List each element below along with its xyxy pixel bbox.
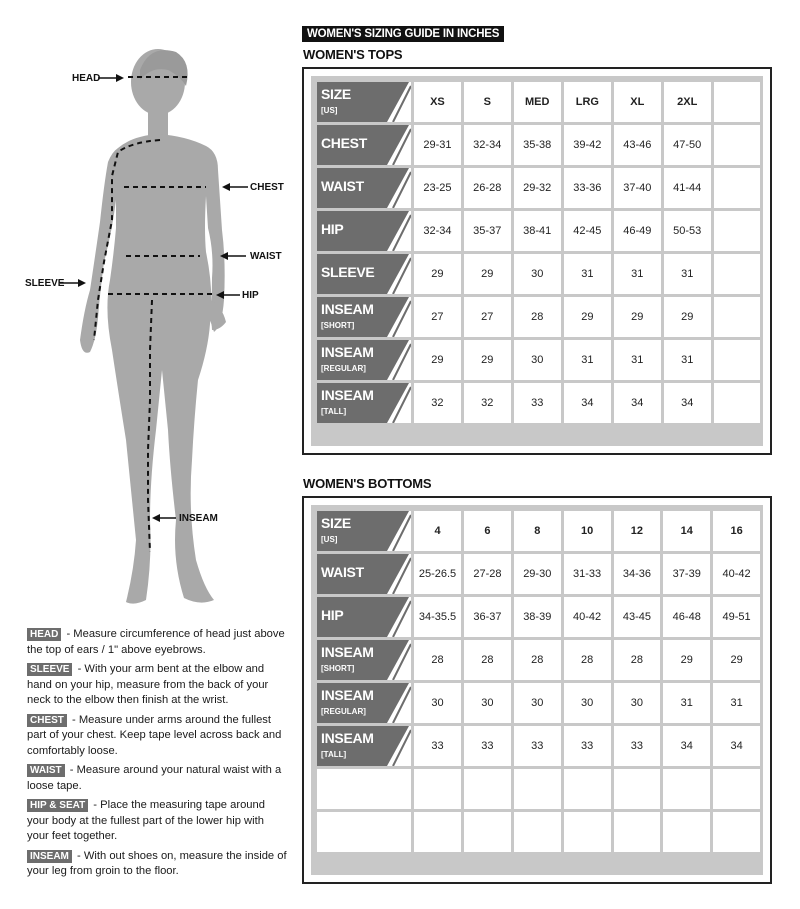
measure-cell: 31 [664, 254, 711, 294]
measure-cell: 34 [664, 383, 711, 423]
measure-cell: 28 [514, 640, 561, 680]
note-key: INSEAM [27, 850, 72, 863]
measure-cell: 29 [663, 640, 710, 680]
measure-cell: 31 [564, 254, 611, 294]
measure-cell: 28 [564, 640, 611, 680]
size-header-cell: 4 [414, 511, 461, 551]
measure-cell: 25-26.5 [414, 554, 461, 594]
empty-cell [317, 769, 411, 809]
measure-cell: 34-35.5 [414, 597, 461, 637]
row-label: WAIST [321, 178, 364, 194]
note-text: - With out shoes on, measure the inside of your leg from groin to the floor. [27, 849, 287, 877]
measure-cell: 29 [464, 340, 511, 380]
row-label-cell [317, 726, 411, 766]
empty-cell [564, 769, 611, 809]
empty-cell [464, 812, 511, 852]
row-sublabel: [SHORT] [321, 664, 355, 673]
measure-cell: 38-41 [514, 211, 561, 251]
measurement-notes [27, 627, 287, 884]
empty-cell [614, 812, 661, 852]
measure-cell: 42-45 [564, 211, 611, 251]
size-header-cell: 8 [514, 511, 561, 551]
row-label-cell [317, 383, 411, 423]
measure-cell: 37-39 [663, 554, 710, 594]
measure-cell [714, 383, 760, 423]
table-row [317, 340, 760, 380]
measure-cell: 37-40 [614, 168, 661, 208]
measure-cell: 38-39 [514, 597, 561, 637]
measure-cell: 35-38 [514, 125, 561, 165]
measure-cell: 47-50 [664, 125, 711, 165]
row-sublabel: [TALL] [321, 407, 347, 416]
note-item [27, 627, 287, 658]
row-label: INSEAM [321, 344, 374, 360]
row-label-cell [317, 168, 411, 208]
measure-cell: 30 [564, 683, 611, 723]
measure-cell: 28 [614, 640, 661, 680]
measure-cell [714, 340, 760, 380]
measure-cell [714, 297, 760, 337]
bottoms-table-frame [302, 496, 772, 884]
measure-cell: 43-46 [614, 125, 661, 165]
measure-cell: 33 [614, 726, 661, 766]
measure-cell [714, 254, 760, 294]
empty-cell [663, 812, 710, 852]
row-label: INSEAM [321, 644, 374, 660]
callout-hip: HIP [242, 290, 259, 301]
table-row [317, 383, 760, 423]
row-label: SIZE [321, 86, 351, 102]
callout-chest: CHEST [250, 182, 284, 193]
measure-cell: 39-42 [564, 125, 611, 165]
measure-cell: 33 [414, 726, 461, 766]
measure-cell: 40-42 [564, 597, 611, 637]
measure-cell: 30 [514, 340, 561, 380]
measure-cell: 33 [464, 726, 511, 766]
row-label: INSEAM [321, 387, 374, 403]
measure-cell: 30 [414, 683, 461, 723]
note-text: - With your arm bent at the elbow and hand on your hip, measure from the back of your neck to the elbow then finish at the wrist. [27, 663, 269, 706]
measure-cell: 34-36 [614, 554, 661, 594]
body-figure [0, 30, 300, 620]
measure-cell: 33 [514, 383, 561, 423]
tops-table-frame [302, 67, 772, 455]
row-label-cell [317, 597, 411, 637]
measure-cell: 50-53 [664, 211, 711, 251]
measure-cell: 32-34 [414, 211, 461, 251]
measure-cell: 33-36 [564, 168, 611, 208]
measure-cell: 32 [464, 383, 511, 423]
measure-cell: 43-45 [614, 597, 661, 637]
size-header-cell: 10 [564, 511, 611, 551]
note-item [27, 798, 287, 845]
size-header-cell: S [464, 82, 511, 122]
row-label-cell [317, 254, 411, 294]
empty-cell [414, 812, 461, 852]
measure-cell: 31 [614, 340, 661, 380]
measure-cell: 23-25 [414, 168, 461, 208]
note-key: CHEST [27, 714, 67, 727]
callout-waist: WAIST [250, 251, 282, 262]
note-text: - Measure circumference of head just above the top of ears / 1" above eyebrows. [27, 628, 285, 656]
measure-cell: 27 [464, 297, 511, 337]
empty-cell [514, 812, 561, 852]
table-row [317, 554, 760, 594]
size-header-cell: 6 [464, 511, 511, 551]
measure-cell [714, 211, 760, 251]
measure-cell: 36-37 [464, 597, 511, 637]
note-item [27, 849, 287, 880]
row-label: HIP [321, 221, 344, 237]
row-label-cell [317, 554, 411, 594]
measure-cell: 34 [713, 726, 760, 766]
size-header-cell: 14 [663, 511, 710, 551]
tops-title: WOMEN'S TOPS [303, 47, 403, 62]
row-label: WAIST [321, 564, 364, 580]
measure-cell: 29-31 [414, 125, 461, 165]
measure-cell: 31 [564, 340, 611, 380]
table-row [317, 683, 760, 723]
table-row [317, 297, 760, 337]
note-key: WAIST [27, 764, 65, 777]
measure-cell: 29 [713, 640, 760, 680]
measure-cell: 29-30 [514, 554, 561, 594]
measure-cell: 34 [663, 726, 710, 766]
callout-head: HEAD [72, 73, 101, 84]
measure-cell: 29 [414, 340, 461, 380]
measure-cell: 49-51 [713, 597, 760, 637]
measure-cell: 27 [414, 297, 461, 337]
measure-cell: 46-49 [614, 211, 661, 251]
row-sublabel: [REGULAR] [321, 364, 366, 373]
table-row [317, 125, 760, 165]
row-label-cell [317, 125, 411, 165]
row-label: CHEST [321, 135, 367, 151]
note-item [27, 763, 287, 794]
row-sublabel: [SHORT] [321, 321, 355, 330]
measure-cell: 29 [464, 254, 511, 294]
measure-cell: 32 [414, 383, 461, 423]
note-item [27, 662, 287, 709]
measure-cell: 34 [564, 383, 611, 423]
size-header-row [317, 511, 760, 551]
note-text: - Measure under arms around the fullest part of your chest. Keep tape level across back and comfortably loose. [27, 713, 282, 757]
row-label-cell [317, 211, 411, 251]
guide-banner: WOMEN'S SIZING GUIDE IN INCHES [302, 26, 504, 42]
empty-cell [713, 812, 760, 852]
table-row [317, 726, 760, 766]
table-row [317, 254, 760, 294]
note-key: HIP & SEAT [27, 799, 88, 812]
size-header-cell: 12 [614, 511, 661, 551]
empty-cell [663, 769, 710, 809]
measure-cell: 33 [564, 726, 611, 766]
measure-cell: 32-34 [464, 125, 511, 165]
empty-row [317, 812, 760, 852]
size-header-cell: 2XL [664, 82, 711, 122]
table-row [317, 168, 760, 208]
measure-cell: 27-28 [464, 554, 511, 594]
measure-cell: 29 [564, 297, 611, 337]
table-row [317, 640, 760, 680]
callout-sleeve: SLEEVE [25, 278, 65, 289]
row-sublabel: [REGULAR] [321, 707, 366, 716]
note-text: - Measure around your natural waist with a loose tape. [27, 764, 282, 792]
measure-cell: 30 [464, 683, 511, 723]
measure-cell: 31 [664, 340, 711, 380]
row-label: INSEAM [321, 687, 374, 703]
row-label-cell [317, 82, 411, 122]
row-sublabel: [US] [321, 106, 338, 115]
measure-cell: 41-44 [664, 168, 711, 208]
row-label-cell [317, 340, 411, 380]
row-sublabel: [US] [321, 535, 338, 544]
measure-cell: 31 [663, 683, 710, 723]
measure-cell: 35-37 [464, 211, 511, 251]
empty-cell [317, 812, 411, 852]
row-label-cell [317, 683, 411, 723]
empty-cell [614, 769, 661, 809]
measure-cell: 46-48 [663, 597, 710, 637]
measure-cell: 34 [614, 383, 661, 423]
note-key: SLEEVE [27, 663, 72, 676]
size-header-cell: 16 [713, 511, 760, 551]
measure-cell: 28 [464, 640, 511, 680]
measure-cell: 29 [414, 254, 461, 294]
measure-cell: 29 [664, 297, 711, 337]
measure-cell: 30 [614, 683, 661, 723]
measure-cell [714, 168, 760, 208]
size-header-cell: LRG [564, 82, 611, 122]
note-text: - Place the measuring tape around your body at the fullest part of the lower hip with your feet together. [27, 799, 265, 842]
table-row [317, 211, 760, 251]
size-header-cell: XL [614, 82, 661, 122]
empty-cell [514, 769, 561, 809]
empty-cell [564, 812, 611, 852]
measure-cell: 33 [514, 726, 561, 766]
empty-cell [713, 769, 760, 809]
measure-cell: 29-32 [514, 168, 561, 208]
measure-cell: 29 [614, 297, 661, 337]
row-label: SIZE [321, 515, 351, 531]
bottoms-title: WOMEN'S BOTTOMS [303, 476, 432, 491]
size-header-cell [714, 82, 760, 122]
tops-table [314, 79, 763, 426]
row-label-cell [317, 640, 411, 680]
measure-cell [714, 125, 760, 165]
callout-inseam: INSEAM [179, 513, 218, 524]
empty-cell [414, 769, 461, 809]
measure-cell: 26-28 [464, 168, 511, 208]
row-sublabel: [TALL] [321, 750, 347, 759]
table-row [317, 597, 760, 637]
note-key: HEAD [27, 628, 61, 641]
measure-cell: 28 [514, 297, 561, 337]
measure-cell: 31 [614, 254, 661, 294]
measure-cell: 40-42 [713, 554, 760, 594]
row-label-cell [317, 511, 411, 551]
measure-cell: 30 [514, 254, 561, 294]
row-label: HIP [321, 607, 344, 623]
size-header-cell: MED [514, 82, 561, 122]
note-item [27, 713, 287, 760]
row-label: INSEAM [321, 301, 374, 317]
bottoms-table [314, 508, 763, 855]
size-header-row [317, 82, 760, 122]
measure-cell: 31-33 [564, 554, 611, 594]
row-label: SLEEVE [321, 264, 375, 280]
empty-row [317, 769, 760, 809]
empty-cell [464, 769, 511, 809]
row-label: INSEAM [321, 730, 374, 746]
row-label-cell [317, 297, 411, 337]
measure-cell: 31 [713, 683, 760, 723]
measure-cell: 28 [414, 640, 461, 680]
size-header-cell: XS [414, 82, 461, 122]
measure-cell: 30 [514, 683, 561, 723]
